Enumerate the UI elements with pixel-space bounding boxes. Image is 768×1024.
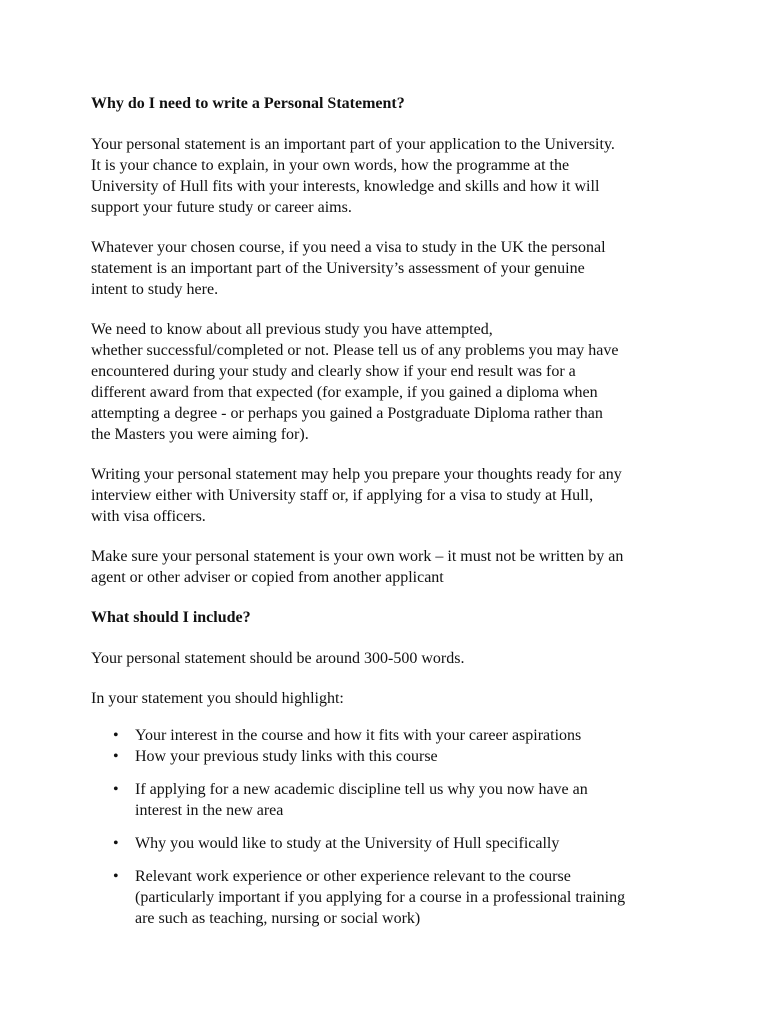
bullet-icon: • (113, 748, 119, 765)
text-line: Make sure your personal statement is your own work – it must not be written by an (91, 548, 624, 565)
text-line: Why you would like to study at the University of Hull specifically (135, 835, 560, 852)
text-line: It is your chance to explain, in your own words, how the programme at the (91, 157, 570, 174)
paragraph-importance (91, 134, 691, 218)
document-page (91, 93, 691, 929)
paragraph-highlight-intro: In your statement you should highlight: (91, 690, 344, 707)
paragraph-visa (91, 237, 691, 300)
text-line: attempting a degree - or perhaps you gained a Postgraduate Diploma rather than (91, 405, 603, 422)
text-line: (particularly important if you applying for a course in a professional training (135, 889, 626, 906)
text-line: interview either with University staff or, if applying for a visa to study at Hull, (91, 487, 594, 504)
text-line: encountered during your study and clearly show if your end result was for a (91, 363, 576, 380)
bullet-icon: • (113, 781, 119, 798)
text-line: Whatever your chosen course, if you need a visa to study in the UK the personal (91, 239, 606, 256)
heading-why-personal-statement: Why do I need to write a Personal Statement? (91, 95, 405, 112)
text-line: Writing your personal statement may help you prepare your thoughts ready for any (91, 466, 622, 483)
text-line: If applying for a new academic discipline tell us why you now have an (135, 781, 588, 798)
text-line: the Masters you were aiming for). (91, 426, 309, 443)
list-item (91, 866, 691, 929)
text-line: support your future study or career aims. (91, 199, 352, 216)
text-line: Relevant work experience or other experience relevant to the course (135, 868, 571, 885)
highlight-list (91, 725, 691, 929)
text-line: interest in the new area (135, 802, 284, 819)
bullet-icon: • (113, 868, 119, 885)
list-item (91, 779, 691, 821)
text-line: with visa officers. (91, 508, 206, 525)
heading-what-to-include: What should I include? (91, 609, 251, 626)
list-item (91, 725, 691, 746)
text-line: are such as teaching, nursing or social work) (135, 910, 421, 927)
text-line: How your previous study links with this course (135, 748, 438, 765)
paragraph-previous-study (91, 319, 691, 445)
text-line: different award from that expected (for example, if you gained a diploma when (91, 384, 598, 401)
text-line: University of Hull fits with your interests, knowledge and skills and how it will (91, 178, 600, 195)
paragraph-own-work (91, 546, 691, 588)
text-line: whether successful/completed or not. Please tell us of any problems you may have (91, 342, 619, 359)
text-line: Your interest in the course and how it fits with your career aspirations (135, 727, 582, 744)
list-item (91, 833, 691, 854)
paragraph-interview (91, 464, 691, 527)
text-line: We need to know about all previous study you have attempted, (91, 321, 493, 338)
text-line: intent to study here. (91, 281, 219, 298)
list-item (91, 746, 691, 767)
text-line: agent or other adviser or copied from another applicant (91, 569, 444, 586)
text-line: statement is an important part of the University’s assessment of your genuine (91, 260, 585, 277)
paragraph-word-count: Your personal statement should be around 300-500 words. (91, 650, 465, 667)
text-line: Your personal statement is an important part of your application to the University. (91, 136, 615, 153)
bullet-icon: • (113, 835, 119, 852)
bullet-icon: • (113, 727, 119, 744)
